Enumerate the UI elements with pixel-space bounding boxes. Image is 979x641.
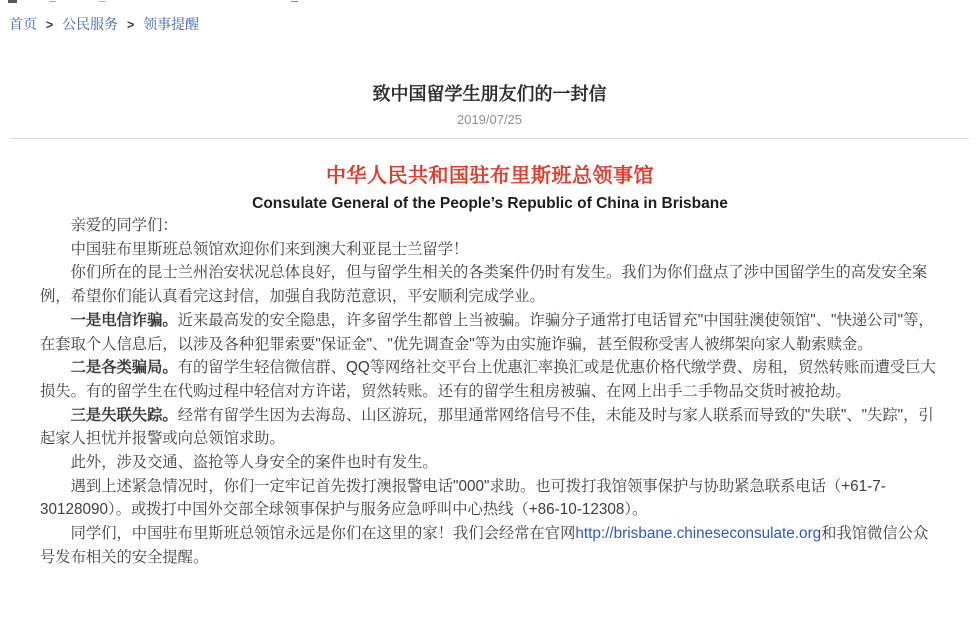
additional-cases-paragraph: 此外，涉及交通、盗抢等人身安全的案件也时有发生。 (70, 454, 438, 472)
consulate-name-cn: 中华人民共和国驻布里斯班总领事馆 (326, 165, 654, 187)
header-divider (10, 138, 969, 139)
clipped-top-artifact (8, 0, 17, 3)
scam-item-telecom-fraud (40, 309, 940, 356)
scam-item-lost-contact-text: 经常有留学生因为去海岛、山区游玩，那里通常网络信号不佳，未能及时与家人联系而导致的"失联"、"失踪"，引起家人担忧并报警或向总领馆求助。 (40, 406, 934, 448)
breadcrumb-link-citizen-services[interactable]: 公民服务 (62, 16, 119, 32)
consulate-website-link[interactable]: http://brisbane.chineseconsulate.org (575, 525, 822, 543)
scam-item-various-scams-lead: 二是各类骗局。 (70, 359, 178, 377)
consulate-name-en: Consulate General of the People’s Republic of China in Brisbane (252, 195, 728, 212)
breadcrumb-separator: > (45, 18, 54, 32)
scam-item-various-scams-text: 有的留学生轻信微信群、QQ等网络社交平台上优惠汇率换汇或是优惠价格代缴学费、房租，贸然转账而遭受巨大损失。有的留学生在代购过程中轻信对方许诺，贸然转账。还有的留学生租房被骗、在网上出手二手物品交货时被抢劫。 (40, 359, 936, 400)
closing-post-text: 和我馆微信公众号发布相关的安全提醒。 (40, 525, 929, 566)
article-header (0, 83, 979, 128)
intro-paragraph: 你们所在的昆士兰州治安状况总体良好，但与留学生相关的各类案件仍时有发生。我们为你们盘点了涉中国留学生的高发安全案例，希望你们能认真看完这封信，加强自我防范意识，平安顺利完成学业。 (40, 264, 928, 306)
scam-item-lost-contact-lead: 三是失联失踪。 (70, 406, 178, 424)
scam-item-telecom-fraud-text: 近来最高发的安全隐患，许多留学生都曾上当被骗。诈骗分子通常打电话冒充"中国驻澳使领馆"、"快递公司"等，在套取个人信息后，以涉及各种犯罪索要"保证金"、"优先调查金"等为由实施诈骗，甚至假称受害人被绑架向家人勒索赎金。 (40, 311, 934, 353)
emergency-contacts-paragraph: 遇到上述紧急情况时，你们一定牢记首先拨打澳报警电话"000"求助。也可拨打我馆领事保护与协助紧急联系电话（+61-7-30128090）。或拨打中国外交部全球领事保护与服务应急呼叫中心热线（+86-10-12308）。 (40, 477, 886, 519)
welcome-paragraph: 中国驻布里斯班总领馆欢迎你们来到澳大利亚昆士兰留学！ (70, 240, 469, 258)
scam-item-lost-contact (40, 404, 940, 451)
salutation: 亲爱的同学们： (70, 217, 178, 234)
scam-item-various-scams (40, 356, 940, 403)
letter-body (0, 163, 979, 570)
breadcrumb-link-home[interactable]: 首页 (9, 16, 37, 32)
closing-pre-text: 同学们，中国驻布里斯班总领馆永远是你们在这里的家！我们会经常在官网 (70, 525, 576, 543)
breadcrumb-separator: > (126, 18, 135, 32)
page-title: 致中国留学生朋友们的一封信 (372, 84, 607, 104)
publish-date: 2019/07/25 (456, 112, 523, 127)
breadcrumb-link-consular-reminder[interactable]: 领事提醒 (143, 16, 200, 32)
breadcrumb (0, 0, 979, 33)
closing-paragraph (40, 522, 940, 569)
scam-item-telecom-fraud-lead: 一是电信诈骗。 (70, 311, 178, 329)
